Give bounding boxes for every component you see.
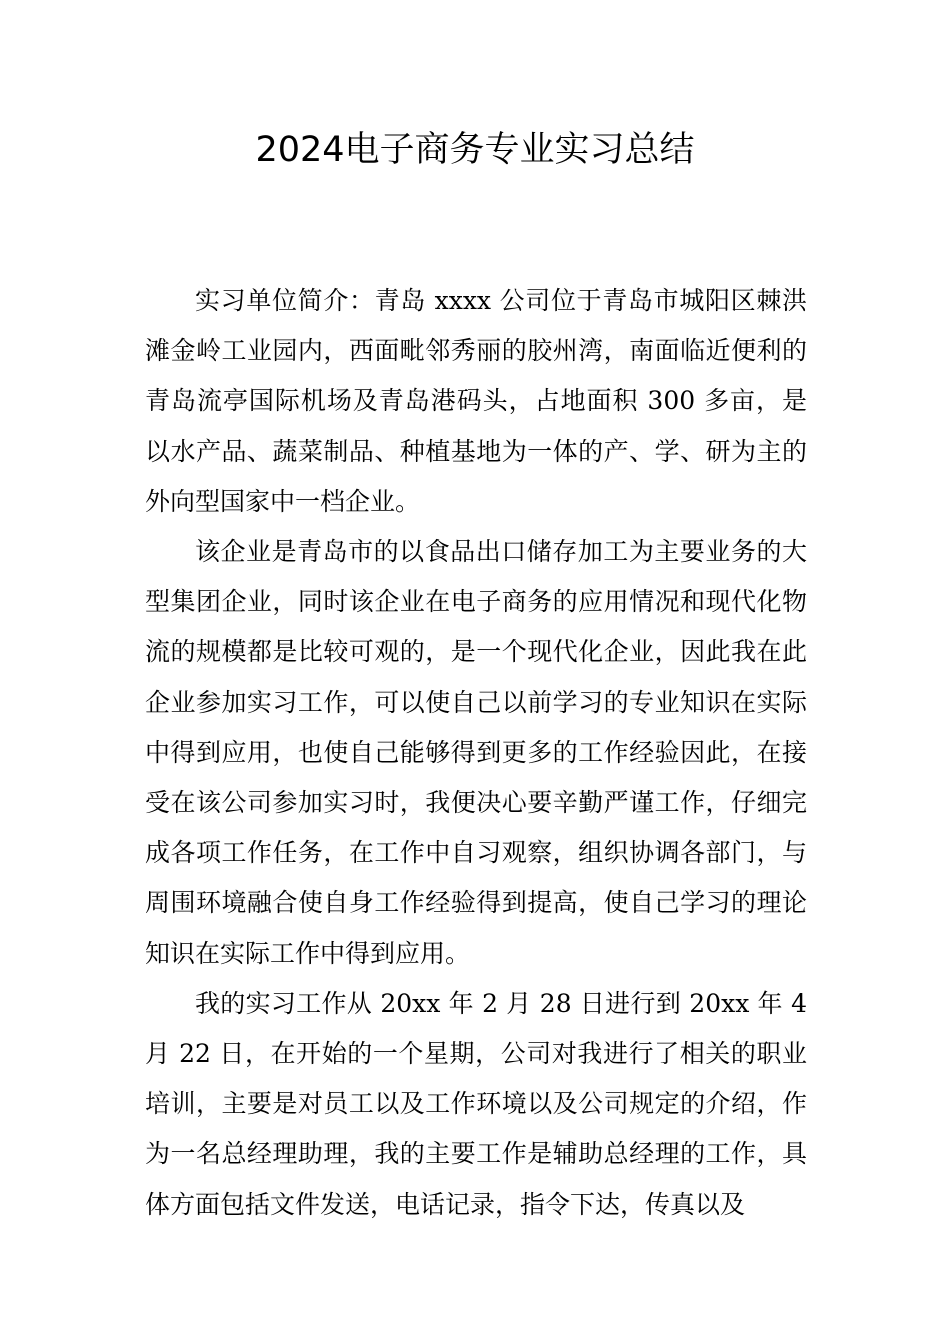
document-title: 2024电子商务专业实习总结: [255, 130, 695, 170]
document-body: [145, 276, 807, 1230]
paragraph-internship-work: 我的实习工作从 20xx 年 2 月 28 日进行到 20xx 年 4 月 22 日，在开始的一个星期，公司对我进行了相关的职业培训，主要是对员工以及工作环境以及公司规定的介绍，作为一名总经理助理，我的主要工作是辅助总经理的工作，具体方面包括文件发送，电话记录，指令下达，传真以及: [145, 988, 807, 1219]
paragraph-company-intro: 实习单位简介：青岛 xxxx 公司位于青岛市城阳区棘洪滩金岭工业园内，西面毗邻秀丽的胶州湾，南面临近便利的青岛流亭国际机场及青岛港码头，占地面积 300 多亩，是以水产品、蔬菜制品、种植基地为一体的产、学、研为主的外向型国家中一档企业。: [145, 286, 807, 516]
paragraph-internship-purpose: 该企业是青岛市的以食品出口储存加工为主要业务的大型集团企业，同时该企业在电子商务的应用情况和现代化物流的规模都是比较可观的，是一个现代化企业，因此我在此企业参加实习工作，可以使自己以前学习的专业知识在实际中得到应用，也使自己能够得到更多的工作经验因此，在接受在该公司参加实习时，我便决心要辛勤严谨工作，仔细完成各项工作任务，在工作中自习观察，组织协调各部门，与周围环境融合使自身工作经验得到提高，使自己学习的理论知识在实际工作中得到应用。: [145, 537, 807, 968]
